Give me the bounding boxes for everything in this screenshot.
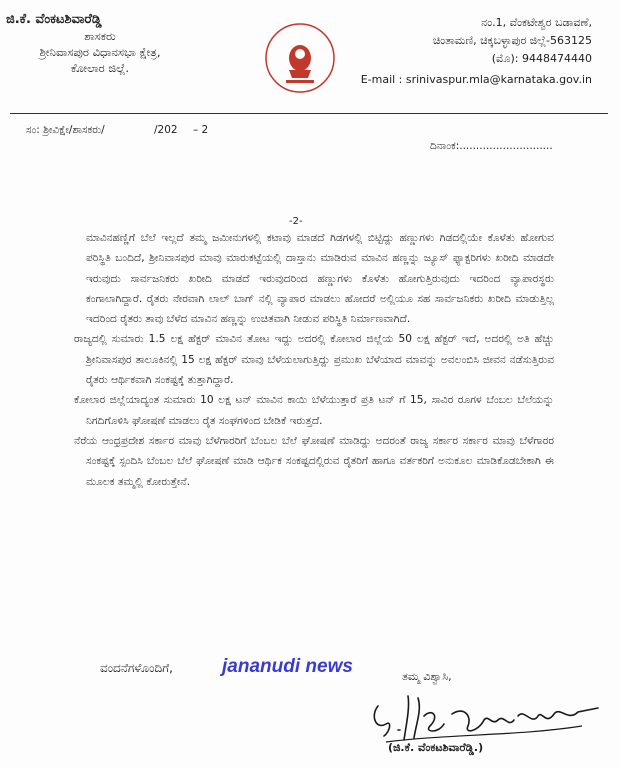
paragraph-4: ನೆರೆಯ ಆಂಧ್ರಪ್ರದೇಶ ಸರ್ಕಾರ ಮಾವು ಬೆಳೆಗಾರರಿಗೆ ಬೆಂಬಲ ಬೆಲೆ ಘೋಷಣೆ ಮಾಡಿದ್ದು ಅದರಂತೆ ರಾಜ್ಯ ಸರ್ಕಾರ ಸರ್ಕಾರ ಮಾವು ಬೆಳೆಗಾರರ ಸಂಕಷ್ಟಕ್ಕೆ ಸ್ಪಂದಿಸಿ ಬೆಂಬಲ ಬೆಲೆ ಘೋಷಣೆ ಮಾಡಿ ಆರ್ಥಿಕ ಸಂಕಷ್ಟದಲ್ಲಿರುವ ರೈತರಿಗೆ ಹಾಗೂ ವರ್ತಕರಿಗೆ ಅನುಕೂಲ ಮಾಡಿಕೊಡಬೇಕಾಗಿ ಈ ಮೂಲಕ ತಮ್ಮಲ್ಲಿ ಕೋರುತ್ತೇನೆ. (74, 434, 555, 488)
reference-prefix: ಸಂ: ಶ್ರೀವಿಕ್ಷೇ/ಶಾಸಕರು/ (26, 124, 105, 136)
handwritten-signature (368, 686, 604, 748)
signatory-name: (ಜಿ.ಕೆ. ವೆಂಕಟಶಿವಾರೆಡ್ಡಿ.) (388, 741, 484, 754)
mla-constituency: ಶ್ರೀನಿವಾಸಪುರ ವಿಧಾನಸಭಾ ಕ್ಷೇತ್ರ, (39, 45, 161, 59)
closing-greeting: ವಂದನೆಗಳೊಂದಿಗೆ, (100, 661, 173, 675)
paragraph-3: ಕೋಲಾರ ಜಿಲ್ಲೆಯಾದ್ಯಂತ ಸುಮಾರು 10 ಲಕ್ಷ ಟನ್ ಮಾವಿನ ಕಾಯಿ ಬೆಳೆಯುತ್ತಾರೆ ಪ್ರತಿ ಟನ್ ಗೆ 15, ಸಾವಿರ ರೂಗಳ ಬೆಂಬಲ ಬೆಲೆಯನ್ನು ನಿಗದಿಗೊಳಿಸಿ ಘೋಷಣೆ ಮಾಡಲು ರೈತ ಸಂಘಗಳಿಂದ ಬೇಡಿಕೆ ಇರುತ್ತದೆ. (74, 394, 554, 427)
header-divider (10, 113, 608, 114)
letterhead-left (0, 12, 200, 76)
paragraph-2: ರಾಜ್ಯದಲ್ಲಿ ಸುಮಾರು 1.5 ಲಕ್ಷ ಹೆಕ್ಟರ್ ಮಾವಿನ ತೋಟ ಇದ್ದು ಅದರಲ್ಲಿ ಕೋಲಾರ ಜಿಲ್ಲೆಯ 50 ಲಕ್ಷ ಹೆಕ್ಟರ್ ಇದೆ, ಅದರಲ್ಲಿ ಅತಿ ಹೆಚ್ಚು ಶ್ರೀನಿವಾಸಪುರ ತಾಲೂಕಿನಲ್ಲಿ 15 ಲಕ್ಷ ಹೆಕ್ಟರ್ ಮಾವು ಬೆಳೆಯಲಾಗುತ್ತಿದ್ದು ಪ್ರಮುಖ ಬೆಳೆಯಾದ ಮಾವನ್ನು ಅವಲಂಬಿಸಿ ಜೀವನ ನಡೆಸುತ್ತಿರುವ ರೈತರು ಆರ್ಥಿಕವಾಗಿ ಸಂಕಷ್ಟಕ್ಕೆ ತುತ್ತಾಗಿದ್ದಾರೆ. (74, 333, 554, 387)
mobile-number: (ಮೊ): 9448474440 (491, 52, 592, 65)
paragraph-1: ಮಾವಿನಹಣ್ಣಿಗೆ ಬೆಲೆ ಇಲ್ಲದೆ ತಮ್ಮ ಜಮೀನುಗಳಲ್ಲಿ ಕಟಾವು ಮಾಡದೆ ಗಿಡಗಳಲ್ಲಿ ಬಿಟ್ಟಿದ್ದು ಹಣ್ಣುಗಳು ಗಿಡದಲ್ಲಿಯೇ ಕೊಳೆತು ಹೋಗುವ ಪರಿಸ್ಥಿತಿ ಬಂದಿದೆ, ಶ್ರೀನಿವಾಸಪುರ ಮಾವು ಮಾರುಕಟ್ಟೆಯಲ್ಲಿ ದಾಸ್ತಾನು ಮಾಡಿರುವ ಮಾವಿನ ಹಣ್ಣನ್ನು ಜ್ಯೂಸ್ ಫ್ಯಾಕ್ಟರಿಗಳು ಖರೀದಿ ಮಾಡದೇ ಇರುವುದು ಸಾರ್ವಜನಿಕರು ಖರೀದಿ ಮಾಡದೆ ಇರುವುದರಿಂದ ಹಣ್ಣುಗಳು ಕೊಳೆತು ಹೋಗುತ್ತಿರುವುದು ಇದರಿಂದ ವ್ಯಾಪಾರಸ್ಥರು ಕಂಗಾಲಾಗಿದ್ದಾರೆ. ರೈತರು ನೇರವಾಗಿ ಲಾಲ್ ಬಾಗ್ ನಲ್ಲಿ ವ್ಯಾಪಾರ ಮಾಡಲು ಹೋದರೆ ಅಲ್ಲಿಯೂ ಸಹ ಸಾರ್ವಜನಿಕರು ಖರೀದಿ ಮಾಡುತ್ತಿಲ್ಲ ಇದರಿಂದ ರೈತರು ತಾವು ಬೆಳೆದ ಮಾವಿನ ಹಣ್ಣನ್ನು ಉಚಿತವಾಗಿ ನೀಡುವ ಪರಿಸ್ಥಿತಿ ನಿರ್ಮಾಣವಾಗಿದೆ. (86, 232, 554, 326)
mla-name: ಜಿ.ಕೆ. ವೆಂಕಟಶಿವಾರೆಡ್ಡಿ (6, 12, 102, 27)
signoff-text: ತಮ್ಮ ವಿಶ್ವಾಸಿ, (402, 670, 452, 683)
reference-year: /202 (154, 124, 178, 136)
reference-page: – 2 (192, 124, 209, 136)
mla-district: ಕೋಲಾರ ಜಿಲ್ಲೆ. (70, 61, 130, 75)
address-line-1: ನಂ.1, ವೆಂಕಟೇಶ್ವರ ಬಡಾವಣೆ, (481, 16, 592, 29)
letterhead-right (342, 14, 592, 89)
mla-role: ಶಾಸಕರು (84, 29, 116, 43)
page-number: -2- (289, 216, 303, 227)
letter-body (74, 228, 555, 492)
address-line-2: ಚಿಂತಾಮಣಿ, ಚಿಕ್ಕಬಳ್ಳಾಪುರ ಜಿಲ್ಲೆ-563125 (432, 34, 592, 47)
email-address: E-mail : srinivaspur.mla@karnataka.gov.in (360, 73, 592, 86)
date-field: ದಿನಾಂಕ:............................ (430, 140, 553, 152)
reference-line (26, 124, 214, 137)
karnataka-emblem-icon (262, 8, 338, 108)
watermark: jananudi news (222, 656, 353, 677)
